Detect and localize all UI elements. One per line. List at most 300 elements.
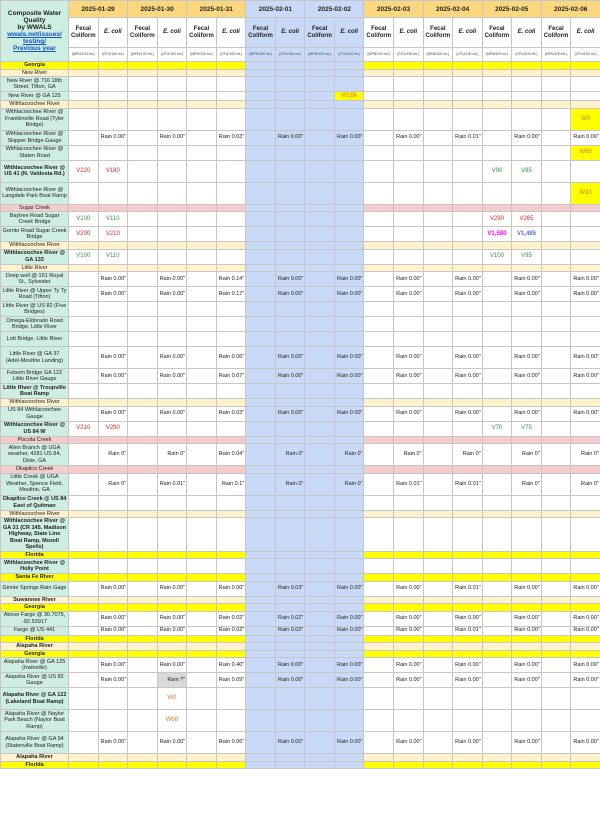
empty-cell bbox=[423, 688, 453, 710]
empty-cell bbox=[305, 650, 335, 658]
empty-cell bbox=[512, 108, 542, 130]
fecal-coliform-header: Fecal Coliform bbox=[305, 18, 335, 48]
table-row bbox=[1, 108, 600, 130]
empty-cell bbox=[246, 518, 276, 552]
empty-cell bbox=[216, 421, 246, 436]
empty-cell bbox=[453, 242, 483, 250]
table-row bbox=[1, 650, 600, 658]
empty-cell bbox=[512, 495, 542, 510]
empty-cell bbox=[69, 92, 99, 101]
empty-cell bbox=[334, 596, 364, 604]
reading-cell: V110 bbox=[98, 212, 128, 227]
empty-cell bbox=[364, 761, 394, 769]
empty-cell bbox=[157, 264, 187, 272]
empty-cell bbox=[423, 635, 453, 643]
empty-cell bbox=[541, 466, 571, 474]
empty-cell bbox=[246, 399, 276, 407]
empty-cell bbox=[128, 421, 158, 436]
rain-cell: Rain 0.00" bbox=[453, 272, 483, 287]
empty-cell bbox=[305, 108, 335, 130]
empty-cell bbox=[512, 710, 542, 732]
fecal-unit: (MPN/100 mL) bbox=[541, 48, 571, 62]
table-row bbox=[1, 611, 600, 626]
empty-cell bbox=[364, 574, 394, 582]
empty-cell bbox=[541, 510, 571, 518]
rain-cell: Rain 0.02" bbox=[216, 626, 246, 635]
empty-cell bbox=[364, 272, 394, 287]
rain-cell: Rain 0" bbox=[571, 444, 600, 466]
empty-cell bbox=[275, 160, 305, 182]
empty-cell bbox=[69, 145, 99, 160]
empty-cell bbox=[423, 212, 453, 227]
empty-cell bbox=[98, 77, 128, 92]
reading-cell: V100 bbox=[482, 249, 512, 264]
empty-cell bbox=[157, 101, 187, 109]
empty-cell bbox=[69, 710, 99, 732]
ecoli-header: E. coli bbox=[275, 18, 305, 48]
empty-cell bbox=[157, 399, 187, 407]
empty-cell bbox=[275, 212, 305, 227]
fecal-coliform-header: Fecal Coliform bbox=[187, 18, 217, 48]
empty-cell bbox=[364, 399, 394, 407]
empty-cell bbox=[453, 62, 483, 70]
empty-cell bbox=[69, 551, 99, 559]
empty-cell bbox=[187, 761, 217, 769]
empty-cell bbox=[571, 574, 600, 582]
empty-cell bbox=[394, 204, 424, 212]
empty-cell bbox=[482, 287, 512, 302]
reading-cell: V100 bbox=[69, 249, 99, 264]
empty-cell bbox=[541, 77, 571, 92]
empty-cell bbox=[128, 510, 158, 518]
location-cell: Alapaha River bbox=[1, 643, 69, 651]
empty-cell bbox=[423, 596, 453, 604]
empty-cell bbox=[305, 369, 335, 384]
table-row bbox=[1, 658, 600, 673]
empty-cell bbox=[512, 635, 542, 643]
empty-cell bbox=[275, 317, 305, 332]
empty-cell bbox=[187, 604, 217, 612]
empty-cell bbox=[275, 635, 305, 643]
ecoli-unit: (CFU/100 mL) bbox=[571, 48, 600, 62]
empty-cell bbox=[364, 596, 394, 604]
empty-cell bbox=[364, 581, 394, 596]
empty-cell bbox=[571, 421, 600, 436]
empty-cell bbox=[512, 302, 542, 317]
empty-cell bbox=[69, 518, 99, 552]
empty-cell bbox=[157, 754, 187, 762]
empty-cell bbox=[246, 101, 276, 109]
empty-cell bbox=[394, 249, 424, 264]
table-row bbox=[1, 754, 600, 762]
empty-cell bbox=[364, 559, 394, 574]
empty-cell bbox=[157, 436, 187, 444]
location-cell: Georgia bbox=[1, 62, 69, 70]
empty-cell bbox=[305, 272, 335, 287]
empty-cell bbox=[482, 332, 512, 347]
empty-cell bbox=[275, 510, 305, 518]
empty-cell bbox=[246, 272, 276, 287]
empty-cell bbox=[512, 317, 542, 332]
ecoli-header: E. coli bbox=[571, 18, 600, 48]
empty-cell bbox=[128, 710, 158, 732]
empty-cell bbox=[423, 69, 453, 77]
empty-cell bbox=[128, 406, 158, 421]
table-row bbox=[1, 264, 600, 272]
empty-cell bbox=[423, 406, 453, 421]
empty-cell bbox=[423, 101, 453, 109]
empty-cell bbox=[246, 227, 276, 242]
rain-cell: Rain 0.00" bbox=[394, 581, 424, 596]
reading-cell: V85 bbox=[512, 160, 542, 182]
location-cell: Alapaha River @ GA 94 (Statenville Boat Ramp) bbox=[1, 732, 69, 754]
empty-cell bbox=[364, 242, 394, 250]
empty-cell bbox=[541, 182, 571, 204]
empty-cell bbox=[334, 77, 364, 92]
empty-cell bbox=[512, 761, 542, 769]
empty-cell bbox=[275, 182, 305, 204]
empty-cell bbox=[69, 444, 99, 466]
empty-cell bbox=[482, 92, 512, 101]
location-cell: Withlacoochee River @ Langdale Park Boat Ramp bbox=[1, 182, 69, 204]
empty-cell bbox=[128, 272, 158, 287]
rain-cell: Rain 0.00" bbox=[571, 581, 600, 596]
location-cell: Withlacoochee River bbox=[1, 242, 69, 250]
empty-cell bbox=[305, 754, 335, 762]
empty-cell bbox=[305, 204, 335, 212]
empty-cell bbox=[128, 688, 158, 710]
empty-cell bbox=[305, 626, 335, 635]
date-header-row bbox=[1, 1, 600, 18]
empty-cell bbox=[541, 227, 571, 242]
empty-cell bbox=[305, 242, 335, 250]
rain-cell: Rain 0.00" bbox=[275, 347, 305, 369]
rain-cell: Rain 0.00" bbox=[512, 626, 542, 635]
empty-cell bbox=[453, 317, 483, 332]
empty-cell bbox=[394, 518, 424, 552]
empty-cell bbox=[128, 650, 158, 658]
location-cell: Little River @ Upper Ty Ty Road (Tifton) bbox=[2, 287, 67, 300]
empty-cell bbox=[275, 69, 305, 77]
rain-cell: Rain 0.00" bbox=[453, 406, 483, 421]
empty-cell bbox=[364, 92, 394, 101]
empty-cell bbox=[512, 145, 542, 160]
empty-cell bbox=[334, 249, 364, 264]
ecoli-unit: (CFU/100 mL) bbox=[98, 48, 128, 62]
location-cell: Alapaha River @ GA 125 (Irwinville) bbox=[1, 658, 69, 673]
rain-cell: Rain 0.00" bbox=[157, 406, 187, 421]
empty-cell bbox=[128, 635, 158, 643]
empty-cell bbox=[187, 635, 217, 643]
fecal-coliform-header: Fecal Coliform bbox=[246, 18, 276, 48]
empty-cell bbox=[69, 611, 99, 626]
empty-cell bbox=[128, 643, 158, 651]
empty-cell bbox=[98, 436, 128, 444]
rain-cell: Rain 0.00" bbox=[571, 732, 600, 754]
rain-cell: Rain 0.00" bbox=[453, 732, 483, 754]
empty-cell bbox=[128, 518, 158, 552]
empty-cell bbox=[423, 643, 453, 651]
rain-cell: Rain 0.00" bbox=[334, 130, 364, 145]
empty-cell bbox=[187, 473, 217, 495]
rain-cell: Rain 0.00" bbox=[334, 369, 364, 384]
reading-cell: V180 bbox=[98, 160, 128, 182]
empty-cell bbox=[305, 559, 335, 574]
empty-cell bbox=[69, 604, 99, 612]
date-header: 2025-02-02 bbox=[305, 1, 364, 18]
empty-cell bbox=[187, 518, 217, 552]
location-cell: Gornto Road Sugar Creek Bridge bbox=[1, 227, 69, 242]
empty-cell bbox=[364, 518, 394, 552]
empty-cell bbox=[128, 466, 158, 474]
empty-cell bbox=[187, 551, 217, 559]
empty-cell bbox=[69, 559, 99, 574]
empty-cell bbox=[98, 574, 128, 582]
rain-cell: Rain 0.00" bbox=[394, 369, 424, 384]
rain-cell: Rain 0.00" bbox=[394, 673, 424, 688]
empty-cell bbox=[246, 604, 276, 612]
empty-cell bbox=[305, 421, 335, 436]
empty-cell bbox=[482, 658, 512, 673]
rain-cell: Rain 0" bbox=[571, 473, 600, 495]
rain-cell: Rain 0.00" bbox=[275, 130, 305, 145]
rain-cell: Rain 0.00" bbox=[334, 272, 364, 287]
date-header: 2025-02-05 bbox=[482, 1, 541, 18]
empty-cell bbox=[482, 710, 512, 732]
empty-cell bbox=[364, 302, 394, 317]
empty-cell bbox=[187, 227, 217, 242]
empty-cell bbox=[541, 406, 571, 421]
empty-cell bbox=[541, 302, 571, 317]
empty-cell bbox=[128, 69, 158, 77]
rain-cell: Rain 0.02" bbox=[275, 611, 305, 626]
empty-cell bbox=[571, 77, 600, 92]
empty-cell bbox=[512, 384, 542, 399]
empty-cell bbox=[482, 369, 512, 384]
empty-cell bbox=[364, 635, 394, 643]
rain-cell: Rain 0.00" bbox=[512, 347, 542, 369]
empty-cell bbox=[187, 406, 217, 421]
empty-cell bbox=[394, 650, 424, 658]
rain-cell: Rain 0.06" bbox=[216, 732, 246, 754]
empty-cell bbox=[453, 101, 483, 109]
empty-cell bbox=[246, 510, 276, 518]
empty-cell bbox=[571, 212, 600, 227]
empty-cell bbox=[246, 732, 276, 754]
rain-cell: Rain 0.00" bbox=[453, 369, 483, 384]
empty-cell bbox=[482, 77, 512, 92]
empty-cell bbox=[246, 761, 276, 769]
empty-cell bbox=[98, 710, 128, 732]
location-cell: Little River @ GA 37 (Adel-Moultrie Landing) bbox=[1, 347, 69, 369]
empty-cell bbox=[453, 227, 483, 242]
empty-cell bbox=[157, 650, 187, 658]
empty-cell bbox=[512, 182, 542, 204]
empty-cell bbox=[305, 182, 335, 204]
location-cell: Alapaha River @ US 82 Gauge bbox=[1, 673, 69, 688]
empty-cell bbox=[482, 264, 512, 272]
rain-cell: Rain 0.00" bbox=[334, 406, 364, 421]
empty-cell bbox=[98, 495, 128, 510]
empty-cell bbox=[482, 604, 512, 612]
empty-cell bbox=[98, 399, 128, 407]
rain-cell: Rain 0.00" bbox=[157, 347, 187, 369]
empty-cell bbox=[512, 101, 542, 109]
empty-cell bbox=[305, 436, 335, 444]
rain-cell: Rain 0.00" bbox=[453, 611, 483, 626]
empty-cell bbox=[216, 754, 246, 762]
rain-cell: Rain 0.00" bbox=[334, 658, 364, 673]
empty-cell bbox=[157, 574, 187, 582]
empty-cell bbox=[394, 466, 424, 474]
empty-cell bbox=[423, 581, 453, 596]
rain-cell: Rain 0.00" bbox=[512, 732, 542, 754]
empty-cell bbox=[512, 551, 542, 559]
empty-cell bbox=[216, 249, 246, 264]
empty-cell bbox=[423, 287, 453, 302]
empty-cell bbox=[216, 182, 246, 204]
empty-cell bbox=[364, 204, 394, 212]
wwals-link[interactable]: wwals.net/issues/ bbox=[7, 31, 62, 38]
empty-cell bbox=[423, 130, 453, 145]
empty-cell bbox=[98, 69, 128, 77]
empty-cell bbox=[364, 212, 394, 227]
location-cell: Baytree Road Sugar Creek Bridge bbox=[1, 212, 69, 227]
empty-cell bbox=[512, 69, 542, 77]
empty-cell bbox=[246, 611, 276, 626]
empty-cell bbox=[275, 227, 305, 242]
empty-cell bbox=[423, 160, 453, 182]
reading-cell: V1,580 bbox=[482, 227, 512, 242]
empty-cell bbox=[394, 596, 424, 604]
rain-cell: Rain 0.00" bbox=[157, 272, 187, 287]
rain-cell: Rain 0.09" bbox=[216, 673, 246, 688]
empty-cell bbox=[571, 551, 600, 559]
empty-cell bbox=[394, 761, 424, 769]
ecoli-unit: (CFU/100 mL) bbox=[157, 48, 187, 62]
empty-cell bbox=[128, 130, 158, 145]
empty-cell bbox=[216, 204, 246, 212]
empty-cell bbox=[364, 473, 394, 495]
empty-cell bbox=[216, 650, 246, 658]
location-cell: Alapaha River bbox=[1, 754, 69, 762]
location-cell: Withlacoochee River @ Franklinville Road (Tyler Bridge) bbox=[1, 108, 69, 130]
table-row bbox=[1, 62, 600, 70]
rain-cell: Rain 0.00" bbox=[334, 581, 364, 596]
table-row bbox=[1, 302, 600, 317]
rain-cell: Rain 0.00" bbox=[157, 130, 187, 145]
empty-cell bbox=[512, 62, 542, 70]
empty-cell bbox=[275, 384, 305, 399]
empty-cell bbox=[364, 710, 394, 732]
empty-cell bbox=[187, 444, 217, 466]
empty-cell bbox=[305, 611, 335, 626]
rain-cell: Rain 0" bbox=[157, 444, 187, 466]
empty-cell bbox=[541, 761, 571, 769]
rain-cell: Rain 0.00" bbox=[394, 347, 424, 369]
empty-cell bbox=[69, 574, 99, 582]
rain-cell: Rain 0.01" bbox=[453, 626, 483, 635]
empty-cell bbox=[423, 673, 453, 688]
empty-cell bbox=[216, 384, 246, 399]
table-row bbox=[1, 242, 600, 250]
empty-cell bbox=[246, 626, 276, 635]
empty-cell bbox=[305, 574, 335, 582]
empty-cell bbox=[334, 650, 364, 658]
table-row bbox=[1, 510, 600, 518]
empty-cell bbox=[423, 62, 453, 70]
empty-cell bbox=[334, 384, 364, 399]
empty-cell bbox=[334, 421, 364, 436]
rain-cell: Rain 0.00" bbox=[98, 732, 128, 754]
location-cell: Santa Fe River bbox=[1, 574, 69, 582]
empty-cell bbox=[394, 145, 424, 160]
rain-cell: Rain 0" bbox=[275, 473, 305, 495]
empty-cell bbox=[423, 227, 453, 242]
empty-cell bbox=[453, 518, 483, 552]
empty-cell bbox=[334, 551, 364, 559]
empty-cell bbox=[216, 761, 246, 769]
empty-cell bbox=[423, 658, 453, 673]
empty-cell bbox=[512, 604, 542, 612]
wwals-link-2[interactable]: testing/ bbox=[22, 38, 47, 45]
table-row bbox=[1, 604, 600, 612]
empty-cell bbox=[128, 92, 158, 101]
rain-cell: Rain 0.00" bbox=[98, 369, 128, 384]
empty-cell bbox=[512, 77, 542, 92]
rain-cell: Rain 0.00" bbox=[571, 130, 600, 145]
empty-cell bbox=[571, 754, 600, 762]
empty-cell bbox=[246, 559, 276, 574]
table-row bbox=[1, 77, 600, 92]
empty-cell bbox=[98, 317, 128, 332]
empty-cell bbox=[246, 347, 276, 369]
empty-cell bbox=[512, 332, 542, 347]
reading-cell: V290 bbox=[482, 212, 512, 227]
empty-cell bbox=[305, 406, 335, 421]
rain-cell: Rain 0.01" bbox=[453, 473, 483, 495]
empty-cell bbox=[334, 436, 364, 444]
empty-cell bbox=[305, 347, 335, 369]
empty-cell bbox=[69, 626, 99, 635]
empty-cell bbox=[334, 510, 364, 518]
table-row bbox=[1, 581, 600, 596]
empty-cell bbox=[275, 92, 305, 101]
empty-cell bbox=[69, 302, 99, 317]
table-row bbox=[1, 518, 600, 552]
previous-year-link[interactable]: Previous year bbox=[13, 45, 56, 52]
empty-cell bbox=[69, 69, 99, 77]
empty-cell bbox=[98, 332, 128, 347]
empty-cell bbox=[423, 495, 453, 510]
empty-cell bbox=[334, 101, 364, 109]
empty-cell bbox=[541, 643, 571, 651]
rain-cell: Rain 0" bbox=[98, 473, 128, 495]
rain-cell: Rain 0.00" bbox=[512, 406, 542, 421]
empty-cell bbox=[69, 62, 99, 70]
empty-cell bbox=[453, 761, 483, 769]
table-row bbox=[1, 444, 600, 466]
empty-cell bbox=[157, 466, 187, 474]
empty-cell bbox=[157, 62, 187, 70]
empty-cell bbox=[246, 658, 276, 673]
empty-cell bbox=[482, 406, 512, 421]
empty-cell bbox=[305, 688, 335, 710]
empty-cell bbox=[216, 710, 246, 732]
empty-cell bbox=[128, 212, 158, 227]
empty-cell bbox=[364, 688, 394, 710]
empty-cell bbox=[69, 673, 99, 688]
